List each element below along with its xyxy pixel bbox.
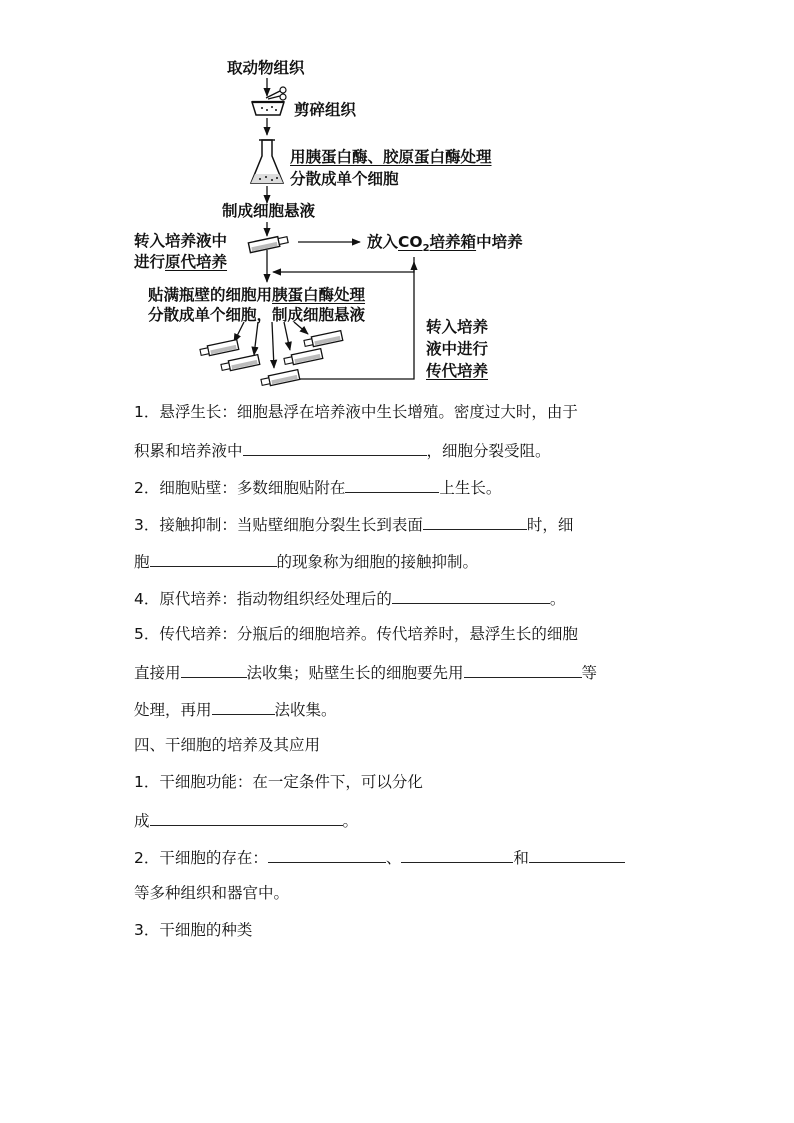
item-s4-1-line-2 — [134, 807, 358, 831]
item-s4-2-line-1 — [134, 844, 625, 868]
fill-blank[interactable] — [464, 659, 582, 678]
fill-blank[interactable] — [401, 844, 513, 863]
item-5-line-1: 5．传代培养：分瓶后的细胞培养。传代培养时，悬浮生长的细胞 — [134, 625, 578, 643]
fill-blank[interactable] — [150, 807, 343, 826]
item-4-text-b: 。 — [549, 590, 566, 608]
label-adhered-prefix: 贴满瓶壁的细胞用 — [148, 286, 273, 304]
item-3-line-1 — [134, 511, 573, 535]
item-5-text-b: 法收集；贴壁生长的细胞要先用 — [246, 664, 464, 682]
label-put-into: 放入 — [367, 233, 399, 251]
item-2-line — [134, 474, 501, 498]
dish-scissors-icon — [252, 87, 286, 115]
item-2-text-b: 上生长。 — [439, 479, 502, 497]
fill-blank[interactable] — [423, 511, 527, 530]
item-s4-2-line-2: 等多种组织和器官中。 — [134, 884, 290, 902]
culture-bottle-small-2-icon — [221, 355, 260, 373]
fill-blank[interactable] — [150, 548, 277, 567]
label-take-tissue: 取动物组织 — [227, 59, 305, 77]
fill-blank[interactable] — [345, 474, 439, 493]
label-adhered-line2: 分散成单个细胞，制成细胞悬液 — [148, 306, 366, 324]
culture-bottle-small-5-icon — [304, 331, 343, 349]
label-subculture-line2: 液中进行 — [426, 340, 489, 358]
item-5-line-3 — [134, 696, 337, 720]
item-5-text-e: 法收集。 — [274, 701, 337, 719]
item-3-text-d: 的现象称为细胞的接触抑制。 — [276, 553, 479, 571]
item-3-text-b: 时，细 — [526, 516, 574, 534]
item-1-line-2 — [134, 437, 551, 461]
label-enzyme-treat — [290, 146, 492, 168]
culture-bottle-small-3-icon — [261, 370, 300, 388]
label-subculture-line3 — [426, 360, 488, 382]
item-s4-1-text-a: 成 — [134, 812, 150, 830]
label-trypsin-treat: 胰蛋白酶处理 — [272, 286, 366, 304]
culture-bottle-icon — [248, 235, 288, 253]
section-4-heading: 四、干细胞的培养及其应用 — [134, 736, 321, 754]
item-3-text-a: 3．接触抑制：当贴壁细胞分裂生长到表面 — [134, 516, 423, 534]
label-incubator — [367, 231, 523, 260]
item-s4-1-line-1: 1．干细胞功能：在一定条件下，可以分化 — [134, 773, 423, 791]
label-co2-sub: 2 — [422, 243, 430, 255]
item-4-line — [134, 585, 565, 609]
label-subculture-text: 传代培养 — [426, 362, 489, 380]
item-3-text-c: 胞 — [134, 553, 150, 571]
item-s4-3-line: 3．干细胞的种类 — [134, 921, 253, 939]
label-primary-culture: 原代培养 — [165, 253, 228, 271]
item-s4-2-text-c: 和 — [513, 849, 529, 867]
item-5-line-2 — [134, 659, 597, 683]
label-transfer-prefix: 进行 — [134, 253, 166, 271]
item-1-text-a: 积累和培养液中 — [134, 442, 243, 460]
label-co2-incubator — [398, 233, 477, 255]
item-s4-2-text-b: 、 — [385, 849, 402, 867]
label-incubator-word: 培养箱 — [429, 233, 477, 251]
label-subculture-line1: 转入培养 — [426, 318, 489, 336]
label-culture-in: 中培养 — [476, 233, 523, 251]
item-3-line-2 — [134, 548, 478, 572]
label-transfer-line1: 转入培养液中 — [134, 232, 228, 250]
item-1-line-1: 1．悬浮生长：细胞悬浮在培养液中生长增殖。密度过大时，由于 — [134, 403, 578, 421]
item-4-text-a: 4．原代培养：指动物组织经处理后的 — [134, 590, 392, 608]
item-5-text-a: 直接用 — [134, 664, 181, 682]
label-make-suspension: 制成细胞悬液 — [222, 202, 316, 220]
culture-bottle-small-4-icon — [284, 349, 323, 367]
label-enzyme-treat-text: 用胰蛋白酶、胶原蛋白酶处理 — [290, 148, 492, 166]
item-2-text-a: 2．细胞贴壁：多数细胞贴附在 — [134, 479, 346, 497]
fill-blank[interactable] — [212, 696, 275, 715]
fill-blank[interactable] — [268, 844, 386, 863]
item-s4-2-text-a: 2．干细胞的存在： — [134, 849, 268, 867]
fill-blank[interactable] — [243, 437, 427, 456]
fill-blank[interactable] — [392, 585, 550, 604]
item-5-text-c: 等 — [581, 664, 598, 682]
culture-bottle-small-1-icon — [200, 340, 239, 358]
label-mince-tissue: 剪碎组织 — [294, 101, 357, 119]
label-adhered-line1 — [148, 284, 365, 306]
diagram-graphics — [0, 0, 794, 395]
fill-blank[interactable] — [181, 659, 247, 678]
label-co2: CO — [398, 233, 423, 251]
item-1-text-b: ，细胞分裂受阻。 — [426, 442, 551, 460]
item-s4-1-text-b: 。 — [342, 812, 359, 830]
fill-blank[interactable] — [529, 844, 625, 863]
cell-culture-flow-diagram — [0, 0, 794, 395]
item-5-text-d: 处理，再用 — [134, 701, 212, 719]
conical-flask-icon — [251, 140, 283, 183]
label-transfer-line2 — [134, 251, 227, 273]
label-disperse-single: 分散成单个细胞 — [290, 170, 399, 188]
